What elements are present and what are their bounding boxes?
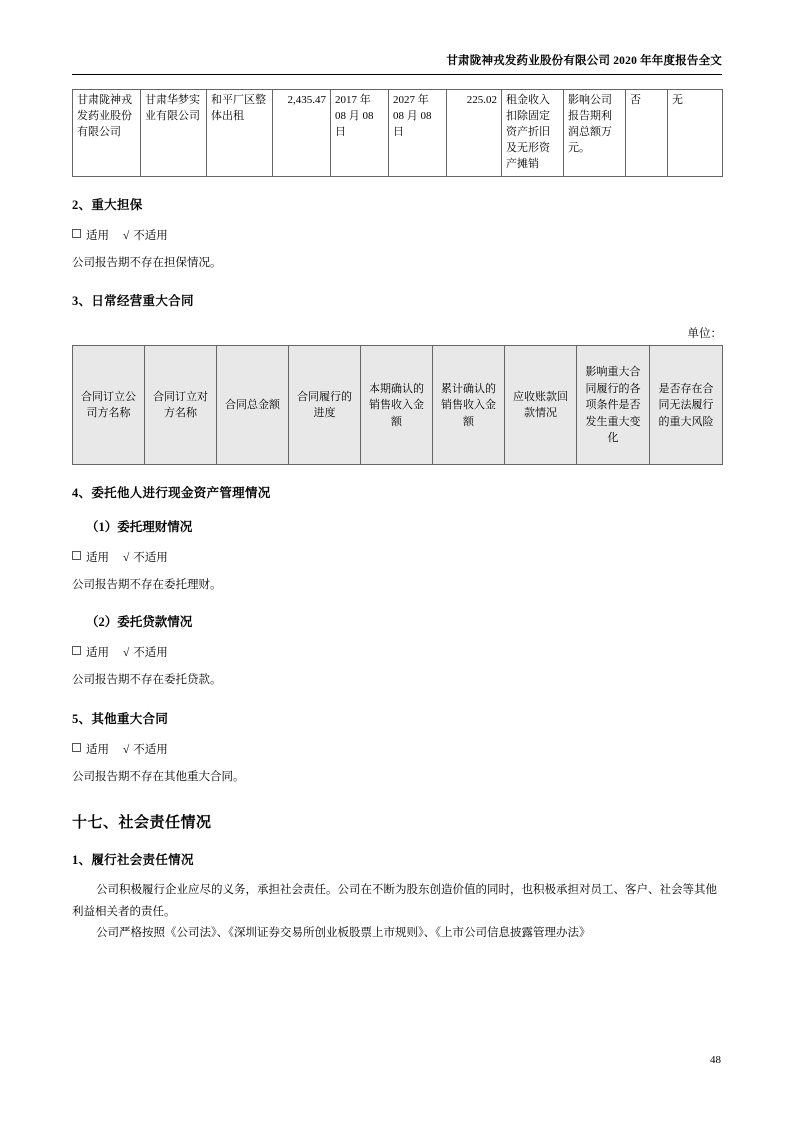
col-current-revenue: 本期确认的销售收入金额 bbox=[361, 346, 433, 465]
lease-contract-table bbox=[72, 89, 723, 177]
heading-daily-contract: 3、日常经营重大合同 bbox=[72, 294, 194, 309]
check-mark-icon: √ bbox=[123, 647, 130, 660]
label-not-applicable: 不适用 bbox=[133, 647, 168, 660]
unit-label: 单位： bbox=[687, 328, 722, 341]
choice-entrust-loan bbox=[72, 644, 722, 660]
cell-asset: 和平厂区整体出租 bbox=[207, 90, 273, 177]
heading-social-sub: 1、履行社会责任情况 bbox=[72, 853, 194, 868]
label-not-applicable: 不适用 bbox=[133, 743, 168, 756]
label-not-applicable: 不适用 bbox=[133, 552, 168, 565]
cell-related: 否 bbox=[626, 90, 668, 177]
label-applicable: 适用 bbox=[86, 229, 109, 242]
page-header-title: 甘肃陇神戎发药业股份有限公司 2020 年年度报告全文 bbox=[446, 55, 722, 67]
cell-relation: 无 bbox=[668, 90, 723, 177]
page-content bbox=[72, 52, 722, 944]
cell-basis: 租金收入扣除固定资产折旧及无形资产摊销 bbox=[502, 90, 564, 177]
choice-entrust-wealth bbox=[72, 549, 722, 565]
cell-amount: 2,435.47 bbox=[273, 90, 331, 177]
col-party-a: 合同订立公司方名称 bbox=[73, 346, 145, 465]
cell-start-date: 2017 年 08 月 08 日 bbox=[331, 90, 389, 177]
heading-entrust-loan: （2）委托贷款情况 bbox=[86, 615, 193, 630]
checkbox-icon[interactable] bbox=[72, 551, 81, 560]
col-total-amount: 合同总金额 bbox=[217, 346, 289, 465]
col-party-b: 合同订立对方名称 bbox=[145, 346, 217, 465]
social-body bbox=[72, 880, 722, 944]
col-cumulative-revenue: 累计确认的销售收入金额 bbox=[433, 346, 505, 465]
check-mark-icon: √ bbox=[123, 229, 130, 242]
cell-lessor: 甘肃陇神戎发药业股份有限公司 bbox=[73, 90, 141, 177]
label-applicable: 适用 bbox=[86, 647, 109, 660]
table-row bbox=[73, 90, 723, 177]
social-paragraph-2: 公司严格按照《公司法》、《深圳证券交易所创业板股票上市规则》、《上市公司信息披露管理办法》 bbox=[96, 926, 591, 939]
cell-effect: 影响公司报告期利润总额万元。 bbox=[564, 90, 626, 177]
checkbox-icon[interactable] bbox=[72, 229, 81, 238]
daily-contract-table bbox=[72, 345, 723, 465]
header-divider bbox=[72, 74, 722, 75]
col-risk: 是否存在合同无法履行的重大风险 bbox=[650, 346, 723, 465]
label-applicable: 适用 bbox=[86, 552, 109, 565]
label-not-applicable: 不适用 bbox=[133, 229, 168, 242]
check-mark-icon: √ bbox=[123, 743, 130, 756]
social-paragraph-1: 公司积极履行企业应尽的义务，承担社会责任。公司在不断为股东创造价值的同时，也积极承担对员工、客户、社会等其他利益相关者的责任。 bbox=[72, 884, 717, 918]
col-condition-change: 影响重大合同履行的各项条件是否发生重大变化 bbox=[577, 346, 650, 465]
text-entrust-loan: 公司报告期不存在委托贷款。 bbox=[72, 674, 222, 687]
check-mark-icon: √ bbox=[123, 552, 130, 565]
col-receivable: 应收账款回款情况 bbox=[505, 346, 577, 465]
text-other-contract: 公司报告期不存在其他重大合同。 bbox=[72, 770, 245, 783]
checkbox-icon[interactable] bbox=[72, 743, 81, 752]
col-progress: 合同履行的进度 bbox=[289, 346, 361, 465]
text-entrust-wealth: 公司报告期不存在委托理财。 bbox=[72, 579, 222, 592]
checkbox-icon[interactable] bbox=[72, 646, 81, 655]
cell-income: 225.02 bbox=[447, 90, 502, 177]
heading-entrust: 4、委托他人进行现金资产管理情况 bbox=[72, 486, 271, 501]
heading-entrust-wealth: （1）委托理财情况 bbox=[86, 520, 193, 535]
page-number: 48 bbox=[710, 1054, 721, 1066]
choice-guarantee bbox=[72, 227, 722, 243]
cell-end-date: 2027 年 08 月 08 日 bbox=[389, 90, 447, 177]
heading-guarantee: 2、重大担保 bbox=[72, 197, 143, 212]
choice-other-contract bbox=[72, 741, 722, 757]
cell-lessee: 甘肃华梦实业有限公司 bbox=[141, 90, 207, 177]
text-guarantee: 公司报告期不存在担保情况。 bbox=[72, 256, 222, 269]
table-header-row bbox=[73, 346, 723, 465]
heading-other-contract: 5、其他重大合同 bbox=[72, 711, 169, 726]
label-applicable: 适用 bbox=[86, 743, 109, 756]
heading-social-responsibility: 十七、社会责任情况 bbox=[72, 815, 212, 832]
